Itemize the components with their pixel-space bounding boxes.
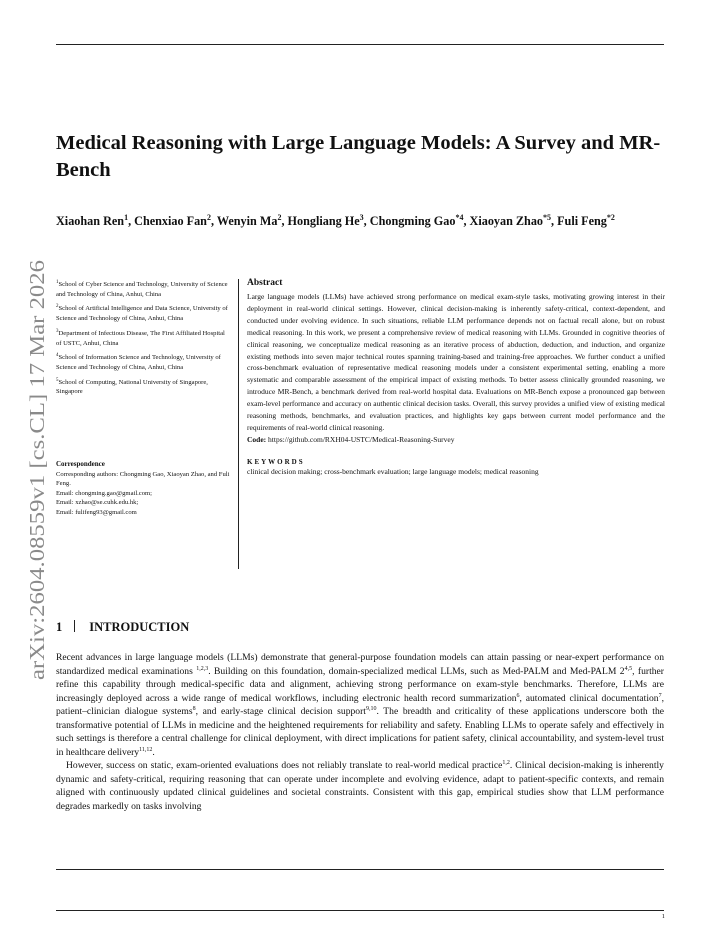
citation-ref[interactable]: 9,10	[365, 706, 377, 712]
author-affiliation-mark: *5	[543, 213, 552, 222]
citation-ref[interactable]: 6	[516, 692, 520, 699]
page-number: 1	[661, 913, 665, 920]
affiliation-mark: 2	[56, 304, 59, 310]
correspondence-line: Corresponding authors: Chongming Gao, Xiaoyan Zhao, and Fuli Feng.	[56, 470, 230, 488]
author-name: Xiaohan Ren	[56, 214, 125, 229]
abstract-heading: Abstract	[247, 278, 283, 288]
arxiv-side-stamp	[6, 260, 54, 680]
text-run: , patient–clinician dialogue systems	[56, 692, 664, 718]
arxiv-stamp-text: arXiv:2604.08559v1 [cs.CL] 17 Mar 2026	[25, 314, 49, 680]
citation-ref[interactable]: 1,2	[502, 760, 510, 767]
abstract-text: Large language models (LLMs) have achieved strong performance on medical exam-style tasks, motivating growing interest in their deployment in real-world clinical settings. However, clinical decision-making is inherently safety-critical, context-dependent, and conducted under evolving evidence. In such situations, reliable LLM performance depends not on factual recall alone, but on robust medical reasoning. In this work, we present a comprehensive review of medical reasoning with LLMs. Grounded in cognitive theories of clinical reasoning, we conceptualize medical reasoning as an iterative process of abduction, deduction, and induction, and organize existing methods into seven major technical routes spanning training-based and training-free approaches. We further conduct a unified cross-benchmark evaluation of representative medical reasoning models under a consistent experimental setting, enabling a more systematic and comparable assessment of the empirical impact of existing methods. To better assess clinically grounded reasoning, we introduce MR-Bench, a benchmark derived from real-world hospital data. Evaluations on MR-Bench expose a pronounced gap between exam-level performance and accuracy on authentic clinical decision tasks. Overall, this survey provides a unified view of existing medical reasoning methods, benchmarks, and evaluation practices, and highlights key gaps between current model performance and the requirements of real-world clinical reasoning.	[247, 292, 665, 432]
author-affiliation-mark: *2	[606, 213, 615, 222]
author-list	[56, 208, 666, 231]
affiliation-item	[56, 278, 231, 299]
text-run: . The breadth and criticality of these applications underscore both the transformative potential of LLMs in medicine and the heightened requirements for reliability and safety. Enabling LLMs to operate safely and effectively in such settings is therefore a central challenge for clinical deployment, with direct implications for patient safety, clinical accountability, and system-level trust in healthcare delivery	[56, 706, 664, 758]
author-affiliation-mark: 3	[359, 213, 364, 222]
intro-paragraph	[56, 651, 664, 759]
correspondence-line: Email: fulifeng93@gmail.com	[56, 508, 137, 516]
author-name: Chenxiao Fan	[134, 214, 207, 229]
citation-ref[interactable]: 11,12	[139, 746, 153, 753]
author-name: Hongliang He	[287, 214, 360, 229]
affiliations	[56, 278, 231, 400]
correspondence-line: Email: chongming.gao@gmail.com;	[56, 489, 152, 497]
keywords-heading: KEYWORDS	[247, 457, 305, 466]
text-run: , automated clinical documentation	[519, 692, 659, 704]
keywords-text: clinical decision making; cross-benchmark evaluation; large language models; medical reasoning	[247, 466, 539, 476]
code-url-link[interactable]: https://github.com/RXH04-USTC/Medical-Reasoning-Survey	[266, 434, 455, 444]
affiliation-item	[56, 302, 231, 323]
affiliation-item	[56, 351, 231, 372]
author-separator: ,	[128, 214, 135, 229]
correspondence-heading: Correspondence	[56, 460, 105, 468]
paper-title: Medical Reasoning with Large Language Models: A Survey and MR-Bench	[56, 132, 661, 181]
author-affiliation-mark: *4	[455, 213, 464, 222]
author-name: Fuli Feng	[557, 214, 607, 229]
text-run: .	[152, 746, 155, 758]
author-separator: ,	[281, 214, 288, 229]
author-separator: ,	[210, 214, 217, 229]
author-name: Xiaoyan Zhao	[469, 214, 544, 229]
author-affiliation-mark: 1	[124, 213, 129, 222]
author-separator: ,	[463, 214, 470, 229]
introduction-body	[56, 651, 664, 814]
affiliation-text: School of Artificial Intelligence and Data Science, University of Science and Technology of China, Anhui, China	[56, 305, 228, 323]
author-name: Wenyin Ma	[216, 214, 278, 229]
code-line	[247, 434, 665, 446]
section-separator	[74, 620, 75, 632]
text-run: , and early-stage clinical decision support	[195, 706, 366, 718]
text-run: , further refine this capability through medical-specific data and alignment, achieving strong performance on exam-style benchmarks. Therefore, LLMs are increasingly deployed across a wide range of medical workflows, including electronic health record summarization	[56, 665, 664, 704]
author-name: Chongming Gao	[369, 214, 456, 229]
text-run: . Clinical decision-making is inherently dynamic and safety-critical, requiring reasoning that can operate under incomplete and evolving evidence, adapt to patient-specific contexts, and remain aligned with continuously updated clinical guidelines and societal constraints. Consistent with this gap, empirical studies show that LLM performance degrades markedly on tasks involving	[56, 760, 664, 813]
citation-ref[interactable]: 7	[658, 692, 662, 699]
affiliation-text: School of Cyber Science and Technology, University of Science and Technology of China, Anhui, China	[56, 281, 228, 298]
affiliation-item	[56, 376, 231, 397]
column-divider	[238, 279, 239, 569]
section-title: INTRODUCTION	[89, 620, 190, 634]
affiliation-mark: 1	[56, 280, 59, 285]
top-rule	[56, 44, 664, 45]
text-run: However, success on static, exam-oriented evaluations does not reliably translate to real-world medical practice	[66, 760, 503, 772]
citation-ref[interactable]: 1,2,3	[196, 665, 209, 672]
bottom-rule-upper	[56, 869, 664, 870]
affiliation-mark: 3	[56, 328, 59, 334]
code-label: Code:	[247, 434, 267, 444]
section-heading	[56, 620, 189, 635]
affiliation-mark: 4	[56, 353, 59, 359]
author-affiliation-mark: 2	[206, 213, 211, 222]
author-separator: ,	[363, 214, 370, 229]
affiliation-text: School of Computing, National University of Singapore, Singapore	[56, 378, 208, 396]
text-run: Recent advances in large language models (LLMs) demonstrate that general-purpose foundation models can attain passing or near-expert performance on standardized medical examinations	[56, 652, 664, 677]
author-separator: ,	[551, 214, 558, 229]
abstract-block	[247, 278, 665, 477]
intro-paragraph	[56, 759, 664, 813]
citation-ref[interactable]: 4,5	[624, 665, 633, 672]
bottom-rule-lower	[56, 910, 664, 911]
affiliation-text: School of Information Science and Technology, University of Science and Technology of China, Anhui, China	[56, 354, 221, 371]
correspondence-block	[56, 460, 231, 518]
section-number: 1	[56, 620, 63, 634]
affiliation-text: Department of Infectious Disease, The First Affiliated Hospital of USTC, Anhui, China	[56, 329, 225, 347]
citation-ref[interactable]: 8	[192, 706, 196, 712]
author-affiliation-mark: 2	[277, 213, 282, 222]
correspondence-line: Email: xzhao@se.cuhk.edu.hk;	[56, 499, 139, 507]
text-run: . Building on this foundation, domain-specialized medical LLMs, such as Med-PALM and Med-PALM 2	[208, 665, 625, 677]
affiliation-item	[56, 327, 231, 348]
affiliation-mark: 5	[56, 377, 59, 383]
